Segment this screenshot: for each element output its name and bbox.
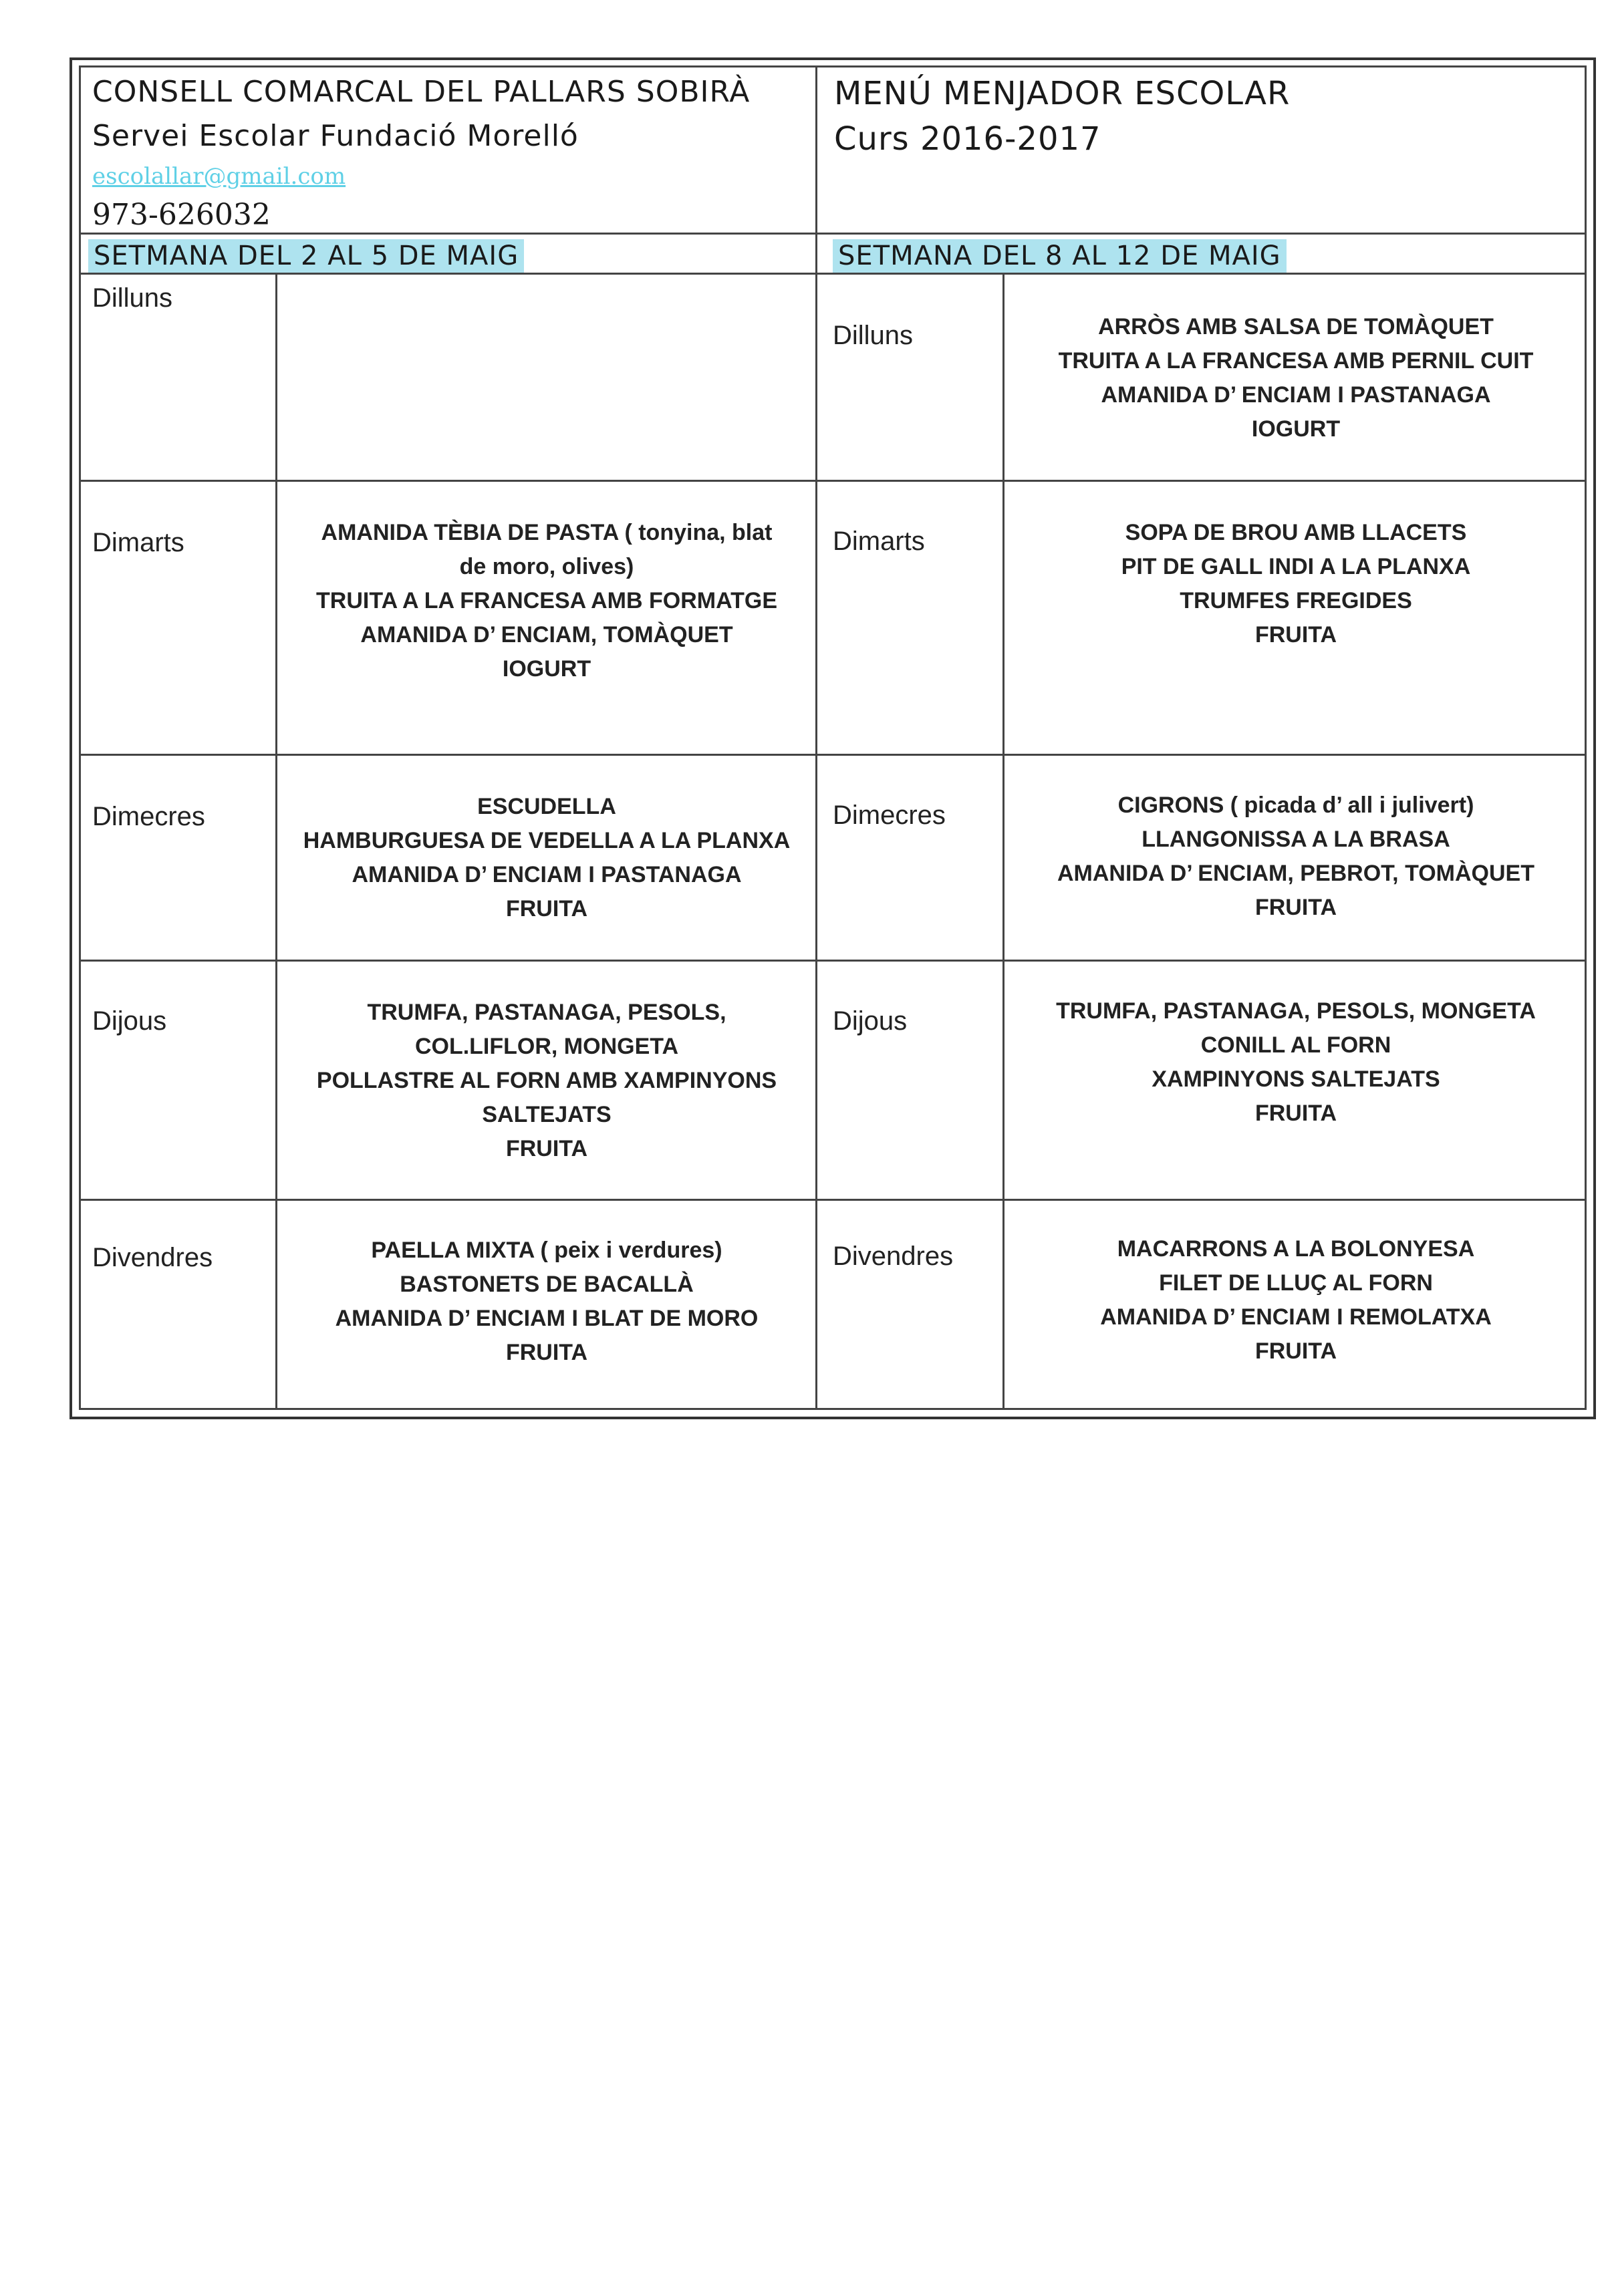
menu-item: AMANIDA TÈBIA DE PASTA ( tonyina, blat [321, 520, 773, 545]
menu-item: SOPA DE BROU AMB LLACETS [1125, 520, 1467, 545]
week2-label: SETMANA DEL 8 AL 12 DE MAIG [833, 239, 1287, 273]
week2-day-thursday: Dijous [833, 1006, 908, 1036]
menu-item: COL.LIFLOR, MONGETA [414, 1034, 679, 1059]
divider-row-1 [79, 480, 1587, 482]
menu-item: ARRÒS AMB SALSA DE TOMÀQUET [1098, 314, 1494, 339]
menu-item: TRUITA A LA FRANCESA AMB PERNIL CUIT [1058, 348, 1534, 374]
divider-row-3 [79, 960, 1587, 962]
menu-item: SALTEJATS [482, 1102, 612, 1127]
week2-friday-menu [1005, 1232, 1587, 1369]
week2-wednesday-menu [1005, 788, 1587, 925]
service-name: Servei Escolar Fundació Morelló [92, 119, 579, 153]
week1-day-thursday: Dijous [92, 1006, 167, 1036]
menu-item: FILET DE LLUÇ AL FORN [1159, 1270, 1433, 1296]
menu-item: CONILL AL FORN [1200, 1032, 1391, 1058]
menu-item: de moro, olives) [459, 554, 634, 579]
week1-day-friday: Divendres [92, 1243, 213, 1272]
week2-monday-menu [1005, 310, 1587, 446]
week2-day-monday: Dilluns [833, 321, 914, 350]
menu-item: PIT DE GALL INDI A LA PLANXA [1121, 554, 1471, 579]
menu-item: ESCUDELLA [477, 794, 616, 819]
menu-item: AMANIDA D’ ENCIAM I REMOLATXA [1100, 1304, 1492, 1330]
menu-item: AMANIDA D’ ENCIAM, PEBROT, TOMÀQUET [1057, 861, 1535, 886]
week1-thursday-menu [278, 996, 815, 1166]
menu-item: LLANGONISSA A LA BRASA [1142, 827, 1450, 852]
menu-item: TRUMFA, PASTANAGA, PESOLS, MONGETA [1056, 998, 1536, 1024]
menu-title: MENÚ MENJADOR ESCOLAR [834, 75, 1291, 112]
week1-day-tuesday: Dimarts [92, 528, 184, 557]
divider-row-4 [79, 1199, 1587, 1201]
menu-item: FRUITA [1254, 622, 1337, 648]
menu-item: FRUITA [505, 1340, 588, 1365]
divider-week2-day [1002, 273, 1004, 1410]
week1-label: SETMANA DEL 2 AL 5 DE MAIG [88, 239, 524, 273]
email-link[interactable]: escolallar@gmail.com [92, 163, 346, 190]
menu-item: FRUITA [1254, 1101, 1337, 1126]
menu-item: IOGURT [1251, 416, 1341, 442]
week2-day-tuesday: Dimarts [833, 527, 925, 556]
week1-tuesday-menu [278, 516, 815, 686]
menu-item: FRUITA [505, 896, 588, 921]
menu-item: FRUITA [505, 1136, 588, 1161]
week2-thursday-menu [1005, 994, 1587, 1131]
menu-item: POLLASTRE AL FORN AMB XAMPINYONS [316, 1068, 777, 1093]
organization-name: CONSELL COMARCAL DEL PALLARS SOBIRÀ [92, 75, 751, 109]
course-year: Curs 2016-2017 [834, 120, 1101, 158]
menu-item: TRUITA A LA FRANCESA AMB FORMATGE [316, 588, 777, 613]
divider-header [79, 233, 1587, 235]
menu-item: IOGURT [502, 656, 591, 682]
divider-row-2 [79, 754, 1587, 756]
menu-item: HAMBURGUESA DE VEDELLA A LA PLANXA [303, 828, 791, 853]
week1-day-monday: Dilluns [92, 283, 173, 313]
menu-item: TRUMFES FREGIDES [1180, 588, 1412, 613]
menu-item: AMANIDA D’ ENCIAM I PASTANAGA [1101, 382, 1491, 408]
phone-number: 973-626032 [92, 198, 271, 232]
week1-wednesday-menu [278, 790, 815, 926]
menu-item: PAELLA MIXTA ( peix i verdures) [371, 1238, 722, 1263]
divider-week1-day [275, 273, 277, 1410]
menu-item: XAMPINYONS SALTEJATS [1152, 1066, 1440, 1092]
menu-item: FRUITA [1254, 1338, 1337, 1364]
divider-center [815, 65, 817, 1410]
menu-item: AMANIDA D’ ENCIAM I BLAT DE MORO [335, 1306, 759, 1331]
week1-friday-menu [278, 1234, 815, 1370]
menu-item: CIGRONS ( picada d’ all i julivert) [1117, 793, 1474, 818]
week2-tuesday-menu [1005, 516, 1587, 652]
week2-day-wednesday: Dimecres [833, 801, 946, 830]
divider-week-labels [79, 273, 1587, 275]
menu-item: BASTONETS DE BACALLÀ [400, 1272, 694, 1297]
menu-item: FRUITA [1254, 895, 1337, 920]
menu-item: TRUMFA, PASTANAGA, PESOLS, [367, 1000, 726, 1025]
week1-day-wednesday: Dimecres [92, 802, 205, 831]
menu-item: MACARRONS A LA BOLONYESA [1117, 1236, 1475, 1262]
menu-item: AMANIDA D’ ENCIAM, TOMÀQUET [360, 622, 733, 648]
week2-day-friday: Divendres [833, 1242, 954, 1271]
menu-item: AMANIDA D’ ENCIAM I PASTANAGA [352, 862, 742, 887]
